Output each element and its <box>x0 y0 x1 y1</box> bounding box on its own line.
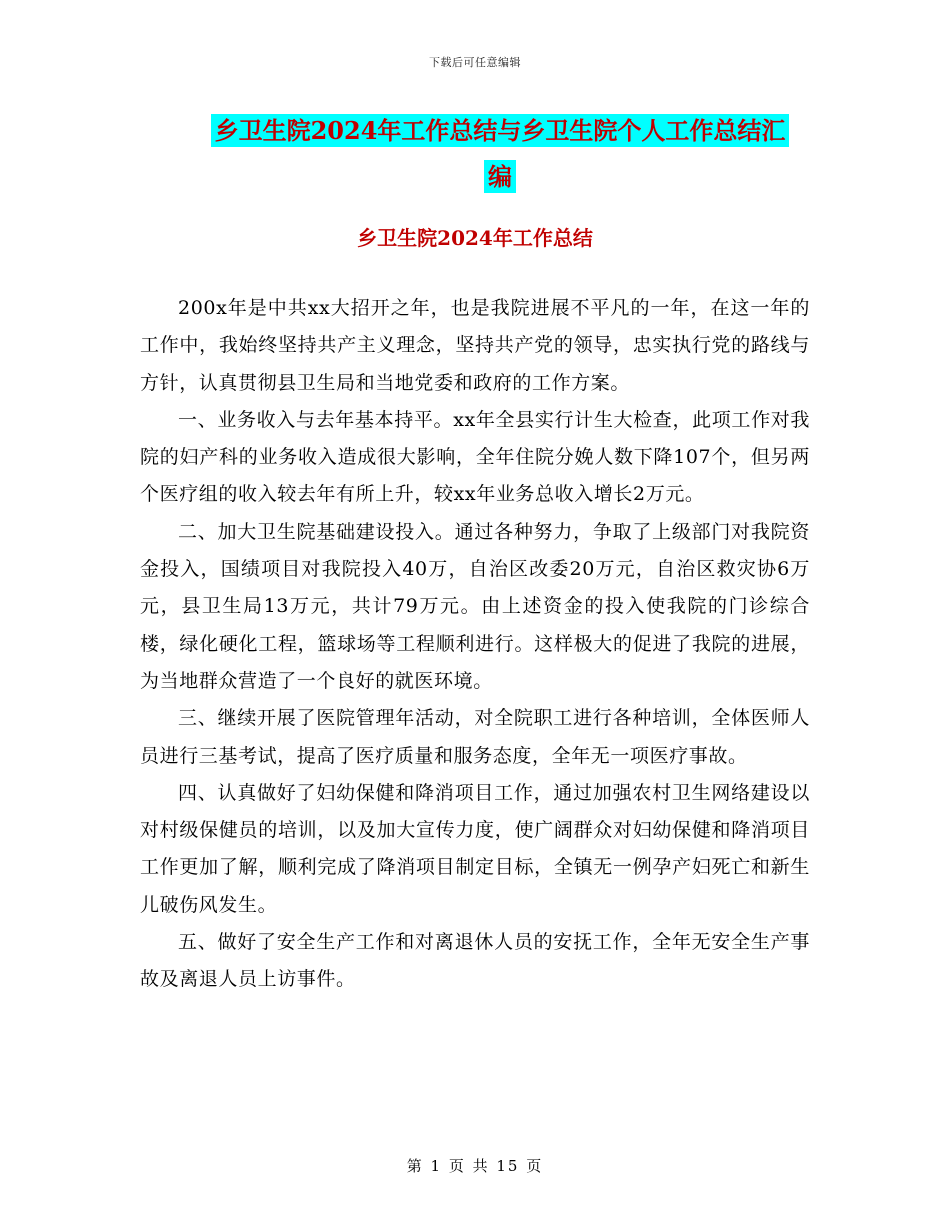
document-title <box>180 108 820 200</box>
paragraph: 一、业务收入与去年基本持平。xx年全县实行计生大检查，此项工作对我院的妇产科的业务收入造成很大影响，全年住院分娩人数下降107个，但另两个医疗组的收入较去年有所上升，较xx年业务总收入增长2万元。 <box>140 408 810 506</box>
paragraph: 四、认真做好了妇幼保健和降消项目工作，通过加强农村卫生网络建设以对村级保健员的培训，以及加大宣传力度，使广阔群众对妇幼保健和降消项目工作更加了解，顺利完成了降消项目制定目标，全镇无一例孕产妇死亡和新生儿破伤风发生。 <box>140 781 810 916</box>
header-note: 下载后可任意编辑 <box>429 56 521 69</box>
paragraph: 200x年是中共xx大招开之年，也是我院进展不平凡的一年，在这一年的工作中，我始终坚持共产主义理念，坚持共产党的领导，忠实执行党的路线与方针，认真贯彻县卫生局和当地党委和政府的工作方案。 <box>140 297 810 394</box>
paragraph: 五、做好了安全生产工作和对离退休人员的安抚工作，全年无安全生产事故及离退人员上访事件。 <box>140 931 810 991</box>
document-title-line2: 编 <box>484 160 516 193</box>
document-title-line1: 乡卫生院2024年工作总结与乡卫生院个人工作总结汇 <box>211 114 790 147</box>
page-footer: 第 1 页 共 15 页 <box>406 1157 544 1175</box>
paragraph: 三、继续开展了医院管理年活动，对全院职工进行各种培训，全体医师人员进行三基考试，提高了医疗质量和服务态度，全年无一项医疗事故。 <box>140 707 810 767</box>
section-title: 乡卫生院2024年工作总结 <box>357 226 593 250</box>
paragraph: 二、加大卫生院基础建设投入。通过各种努力，争取了上级部门对我院资金投入，国绩项目对我院投入40万，自治区改委20万元，自治区救灾协6万元，县卫生局13万元，共计79万元。由上述资金的投入使我院的门诊综合楼，绿化硬化工程，篮球场等工程顺利进行。这样极大的促进了我院的进展，为当地群众营造了一个良好的就医环境。 <box>140 520 810 692</box>
body-text <box>140 290 810 999</box>
